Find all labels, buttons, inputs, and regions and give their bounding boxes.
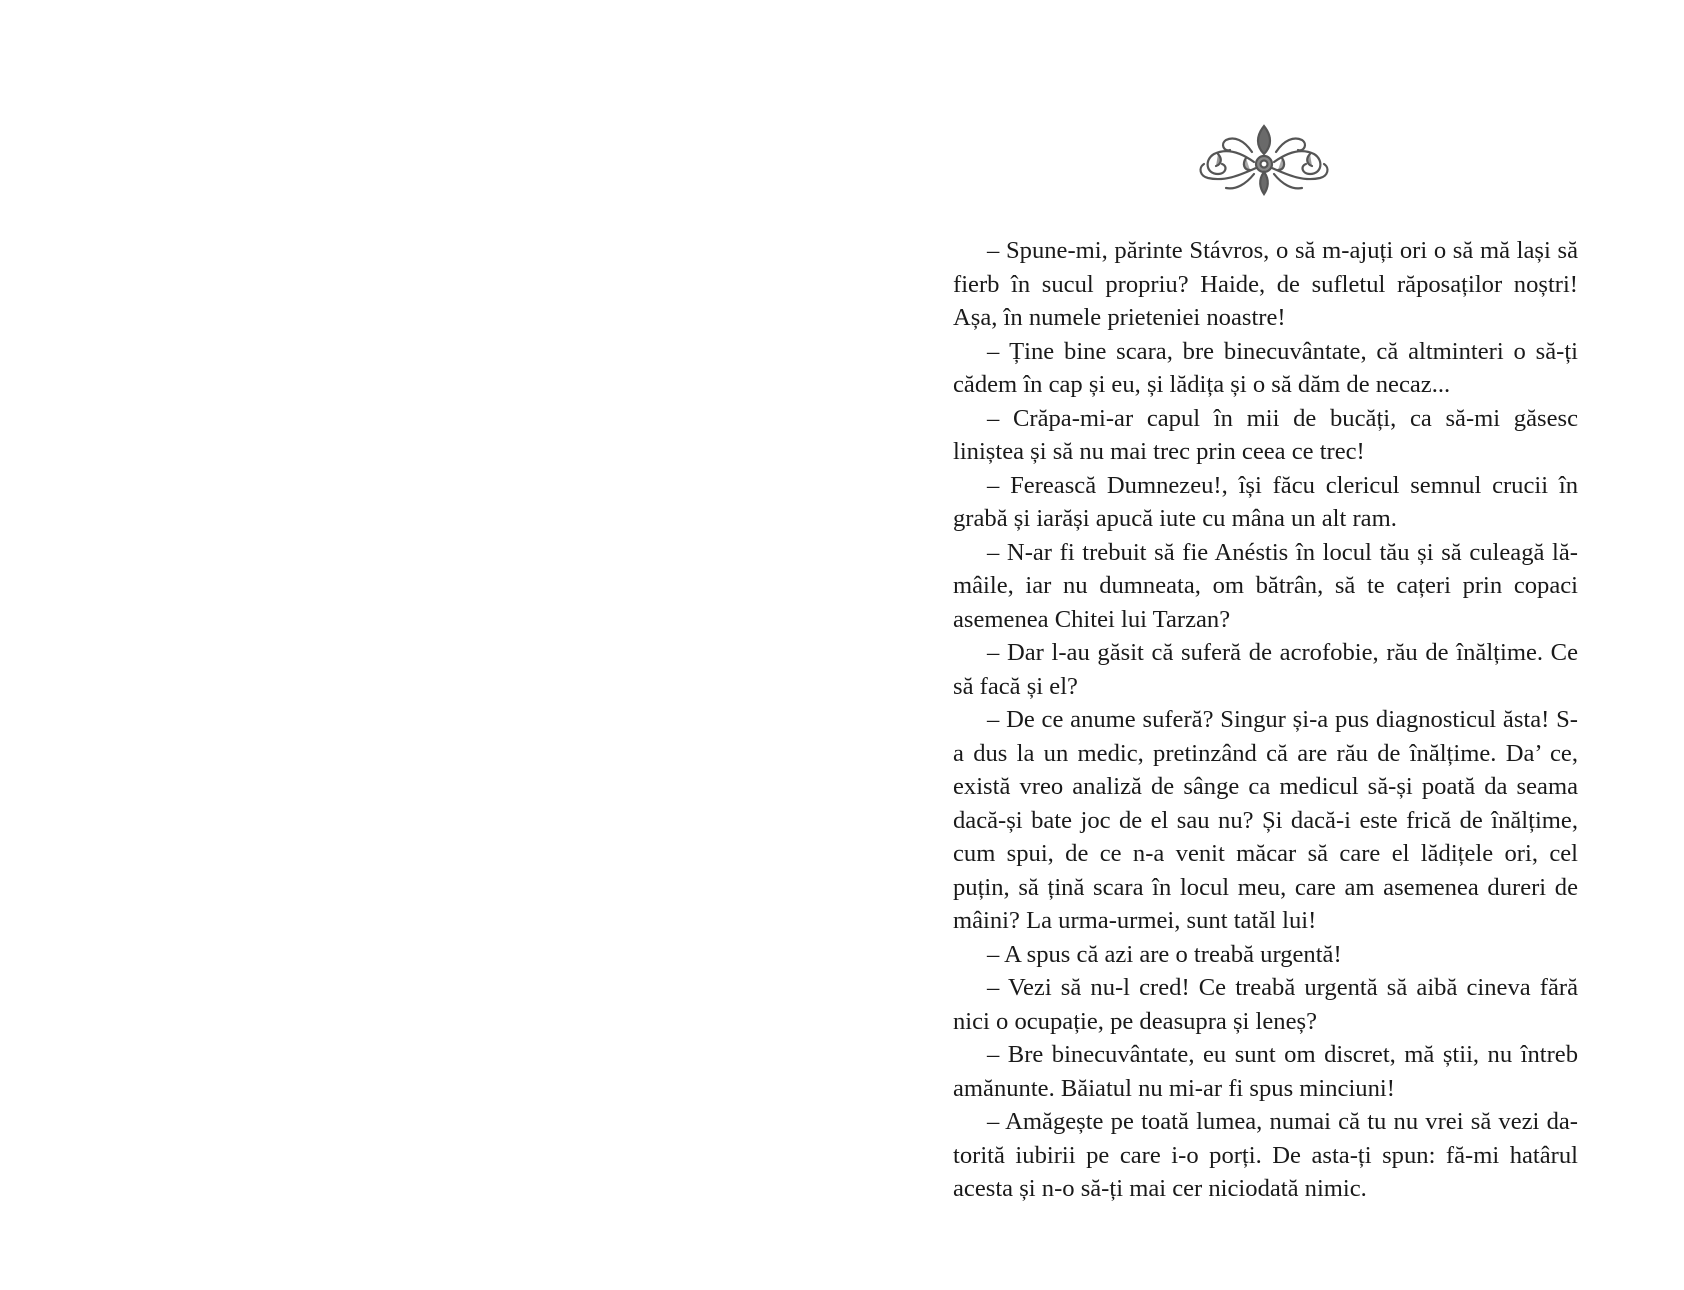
- paragraph: – Ferească Dumnezeu!, își făcu clericul semnul crucii în grabă și iarăși apucă iute cu mâna un alt ram.: [953, 471, 1578, 532]
- paragraph: – De ce anume suferă? Singur și-a pus diagnosticul ăsta! S-a dus la un medic, pretinzând că are rău de înălțime. Da’ ce, există vreo analiză de sânge ca medicul să-și poată da seama dacă-și bate joc de el sau nu? Și dacă-i este frică de înălțime, cum spui, de ce n-a venit măcar să care el lădițele ori, cel puțin, să țină scara în locul meu, care am asemenea dureri de mâini? La urma-urmei, sunt tatăl lui!: [953, 706, 1578, 934]
- paragraph: – N-ar fi trebuit să fie Anéstis în locul tău și să culeagă lămâile, iar nu dumneata, om bătrân, să te cațeri prin copaci asemenea Chitei lui Tarzan?: [953, 538, 1578, 633]
- paragraph: – A spus că azi are o treabă urgentă!: [987, 940, 1342, 968]
- paragraph: – Dar l-au găsit că suferă de acrofobie, rău de înălțime. Ce să facă și el?: [953, 639, 1578, 700]
- paragraph: – Amăgește pe toată lumea, numai că tu nu vrei să vezi datorită iubirii pe care i-o porți. De asta-ți spun: fă-mi hatârul acesta și n-o să-ți mai cer niciodată nimic.: [953, 1108, 1578, 1202]
- paragraph: – Ține bine scara, bre binecuvântate, că altminteri o să-ți cădem în cap și eu, și lădița și o să dăm de necaz...: [953, 337, 1578, 398]
- paragraph: – Crăpa-mi-ar capul în mii de bucăți, ca să-mi găsesc liniștea și să nu mai trec prin ceea ce trec!: [953, 404, 1578, 465]
- floral-ornament-icon: [1196, 122, 1332, 198]
- paragraph: – Spune-mi, părinte Stávros, o să m-ajuți ori o să mă lași să fierb în sucul propriu? Haide, de sufletul răposaților noștri! Așa, în numele prieteniei noastre!: [953, 237, 1578, 331]
- paragraph: – Vezi să nu-l cred! Ce treabă urgentă să aibă cineva fără nici o ocupație, pe deasupra și leneș?: [953, 974, 1578, 1035]
- paragraph: – Bre binecuvântate, eu sunt om discret, mă știi, nu întreb amănunte. Băiatul nu mi-ar fi spus minciuni!: [953, 1041, 1578, 1102]
- dialogue-text: [953, 234, 1578, 1206]
